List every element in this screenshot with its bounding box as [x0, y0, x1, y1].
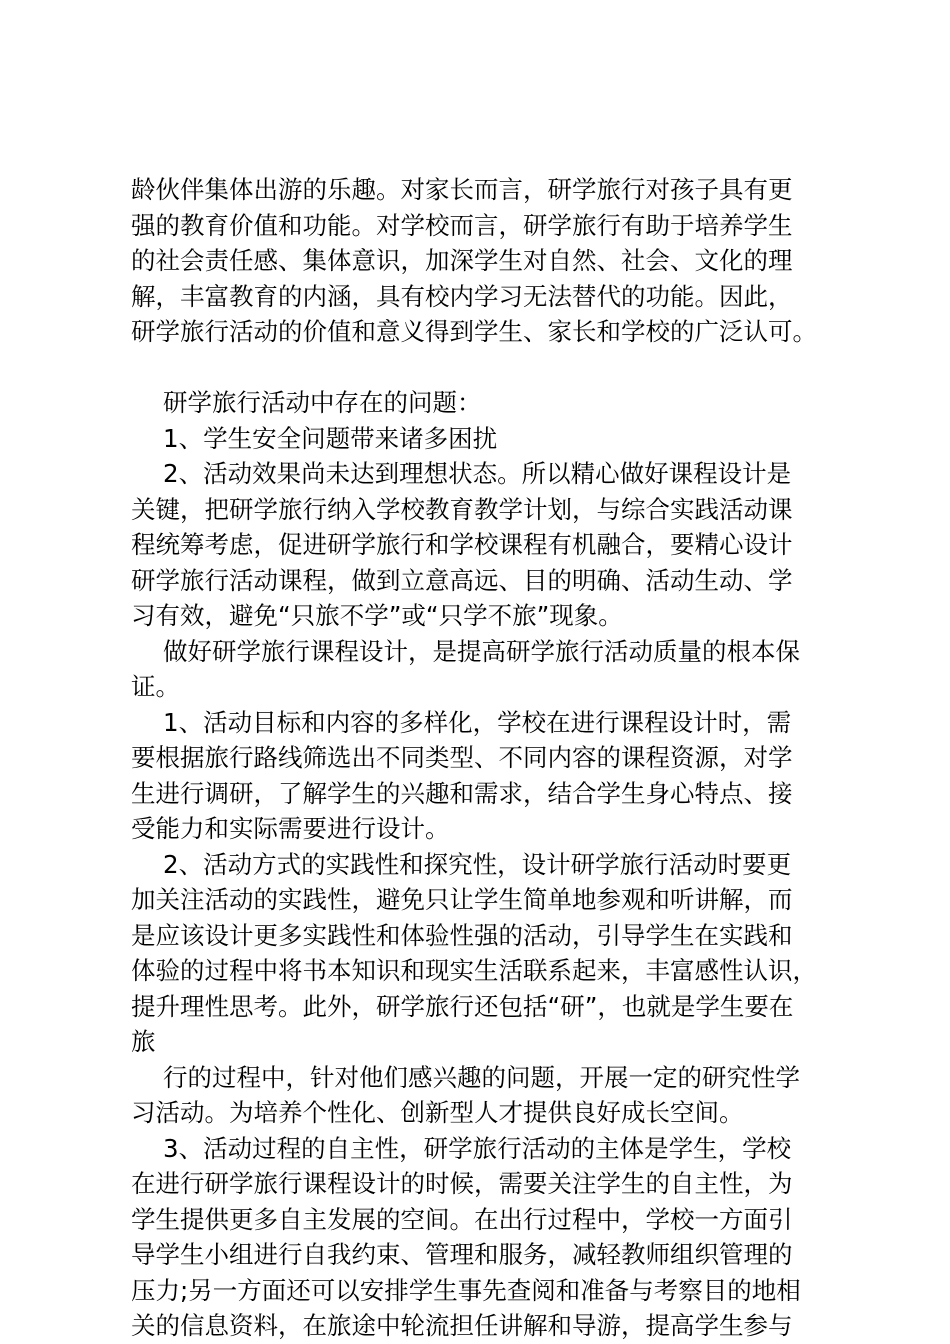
text-line: 是应该设计更多实践性和体验性强的活动，引导学生在实践和 — [131, 921, 793, 950]
text-line: 的社会责任感、集体意识，加深学生对自然、社会、文化的理 — [131, 246, 793, 275]
text-line: 行的过程中，针对他们感兴趣的问题，开展一定的研究性学 — [163, 1063, 800, 1092]
text-line: 习有效，避免“只旅不学”或“只学不旅”现象。 — [131, 601, 623, 630]
text-line: 关键，把研学旅行纳入学校教育教学计划，与综合实践活动课 — [131, 495, 793, 524]
text-line: 研学旅行活动课程，做到立意高远、目的明确、活动生动、学 — [131, 566, 793, 595]
text-line: 龄伙伴集体出游的乐趣。对家长而言，研学旅行对孩子具有更 — [131, 175, 793, 204]
text-line: 证。 — [131, 672, 180, 701]
text-line: 导学生小组进行自我约束、管理和服务，减轻教师组织管理的 — [131, 1240, 793, 1269]
text-line: 提升理性思考。此外，研学旅行还包括“研”，也就是学生要在 — [131, 992, 794, 1021]
text-line: 习活动。为培养个性化、创新型人才提供良好成长空间。 — [131, 1098, 744, 1127]
section-heading: 研学旅行活动中存在的问题： — [163, 388, 482, 417]
text-line: 2、活动效果尚未达到理想状态。所以精心做好课程设计是 — [163, 459, 792, 488]
text-line: 1、活动目标和内容的多样化，学校在进行课程设计时，需 — [163, 708, 792, 737]
text-line: 要根据旅行路线筛选出不同类型、不同内容的课程资源，对学 — [131, 743, 793, 772]
text-line: 压力;另一方面还可以安排学生事先查阅和准备与考察目的地相 — [131, 1276, 801, 1305]
text-line: 受能力和实际需要进行设计。 — [131, 814, 450, 843]
text-line: 强的教育价值和功能。对学校而言，研学旅行有助于培养学生 — [131, 211, 793, 240]
text-line: 加关注活动的实践性，避免只让学生简单地参观和听讲解，而 — [131, 885, 793, 914]
text-line: 解，丰富教育的内涵，具有校内学习无法替代的功能。因此， — [131, 282, 793, 311]
text-line: 3、活动过程的自主性，研学旅行活动的主体是学生，学校 — [163, 1134, 792, 1163]
text-line: 学生提供更多自主发展的空间。在出行过程中，学校一方面引 — [131, 1205, 793, 1234]
text-line: 旅 — [131, 1027, 156, 1056]
text-line: 生进行调研，了解学生的兴趣和需求，结合学生身心特点、接 — [131, 779, 793, 808]
text-line: 研学旅行活动的价值和意义得到学生、家长和学校的广泛认可。 — [131, 317, 817, 346]
text-line: 程统筹考虑，促进研学旅行和学校课程有机融合，要精心设计 — [131, 530, 793, 559]
text-line: 2、活动方式的实践性和探究性，设计研学旅行活动时要更 — [163, 850, 792, 879]
text-line: 做好研学旅行课程设计，是提高研学旅行活动质量的根本保 — [163, 637, 800, 666]
text-line: 1、学生安全问题带来诸多困扰 — [163, 424, 498, 453]
text-line: 体验的过程中将书本知识和现实生活联系起来，丰富感性认识， — [131, 956, 817, 985]
text-line: 在进行研学旅行课程设计的时候，需要关注学生的自主性，为 — [131, 1169, 793, 1198]
text-line: 关的信息资料，在旅途中轮流担任讲解和导游，提高学生参与 — [131, 1311, 793, 1340]
